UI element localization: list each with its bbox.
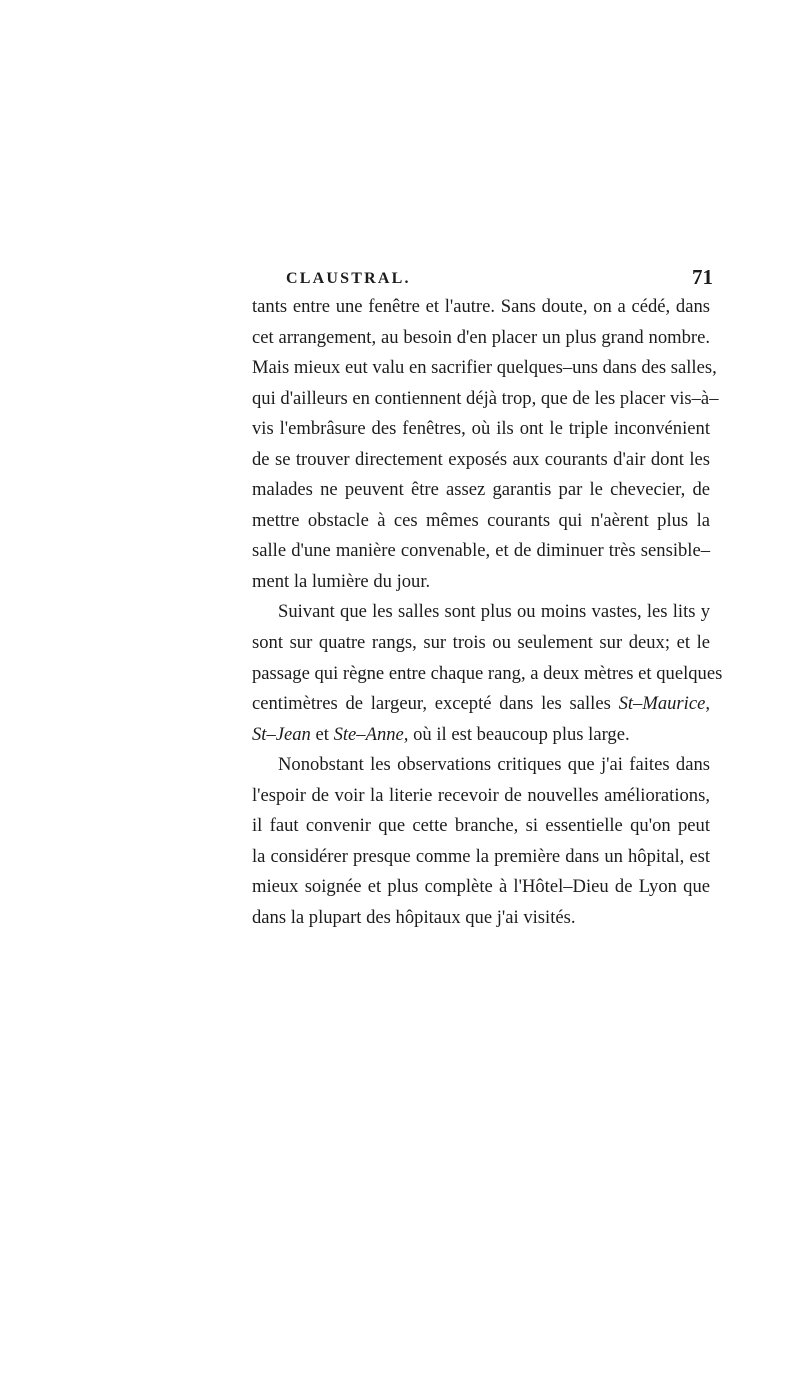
text-line: la considérer presque comme la première dans un hôpital, est	[252, 845, 710, 867]
page-number: 71	[692, 265, 713, 289]
text-line: l'espoir de voir la literie recevoir de nouvelles améliorations,	[252, 784, 710, 806]
text-line: passage qui règne entre chaque rang, a deux mètres et quelques	[252, 662, 723, 684]
text-line: tants entre une fenêtre et l'autre. Sans doute, on a cédé, dans	[252, 296, 710, 317]
place-name-st-jean: St–Jean	[252, 723, 311, 745]
place-name-ste-anne: Ste–Anne,	[333, 723, 409, 745]
text-line: malades ne peuvent être assez garantis par le chevecier, de	[252, 479, 710, 501]
text-line: sont sur quatre rangs, sur trois ou seulement sur deux; et le	[252, 632, 710, 654]
text-line: de se trouver directement exposés aux courants d'air dont les	[252, 448, 710, 470]
text-line: salle d'une manière convenable, et de diminuer très sensible–	[252, 540, 710, 562]
text-line: cet arrangement, au besoin d'en placer un plus grand nombre.	[252, 326, 710, 348]
text-line: vis l'embrâsure des fenêtres, où ils ont le triple inconvénient	[252, 418, 710, 440]
text-line: mieux soignée et plus complète à l'Hôtel–Dieu de Lyon que	[252, 876, 710, 898]
body-text	[252, 292, 723, 933]
text-line: mettre obstacle à ces mêmes courants qui n'aèrent plus la	[252, 509, 710, 531]
running-head	[0, 266, 801, 292]
text-line: il faut convenir que cette branche, si essentielle qu'on peut	[252, 815, 710, 837]
text-line: Nonobstant les observations critiques que j'ai faites dans	[278, 754, 710, 776]
text-line	[252, 720, 710, 751]
place-name-st-maurice: St–Maurice,	[618, 693, 710, 715]
text-run: et	[310, 723, 334, 745]
running-title: CLAUSTRAL.	[286, 270, 411, 287]
text-run: centimètres de largeur, excepté dans les salles	[252, 693, 619, 715]
paragraph-2	[252, 597, 723, 750]
text-line: ment la lumière du jour.	[252, 570, 431, 592]
text-line	[252, 689, 710, 720]
paragraph-3	[252, 750, 710, 933]
text-line: Mais mieux eut valu en sacrifier quelques–uns dans des salles,	[252, 357, 717, 379]
paragraph-1	[252, 292, 719, 597]
text-line: Suivant que les salles sont plus ou moins vastes, les lits y	[278, 601, 710, 623]
text-line: dans la plupart des hôpitaux que j'ai visités.	[252, 906, 576, 928]
text-line: qui d'ailleurs en contiennent déjà trop, que de les placer vis–à–	[252, 387, 719, 409]
text-run: où il est beaucoup plus large.	[408, 723, 630, 745]
